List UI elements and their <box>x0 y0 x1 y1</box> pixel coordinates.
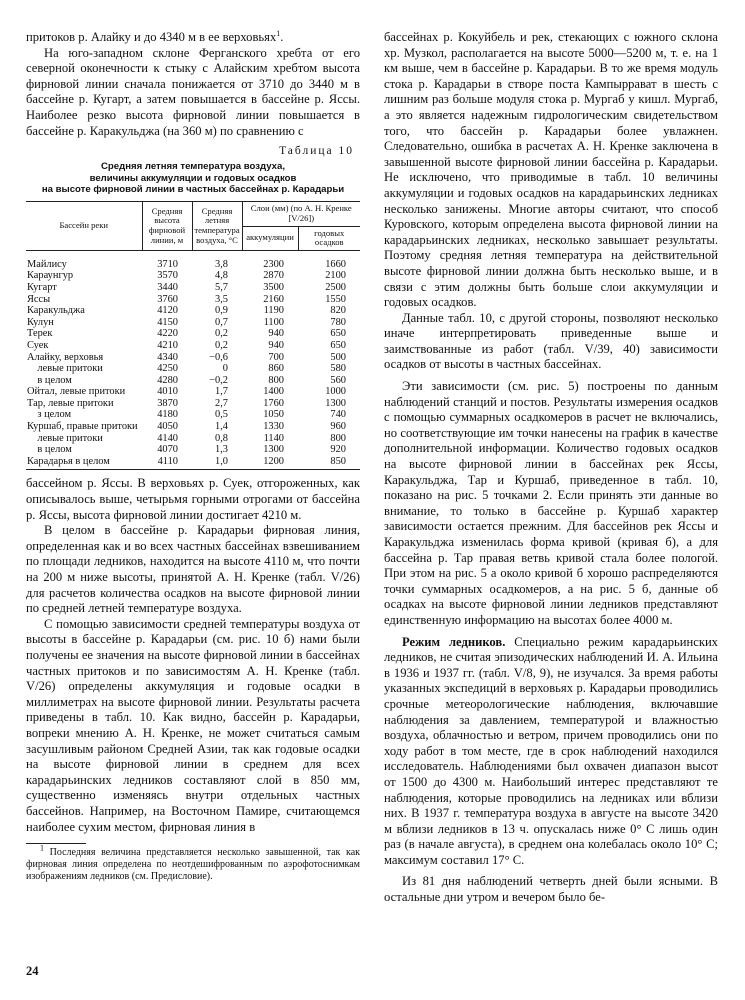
height-cell: 4340 <box>157 351 178 363</box>
precip-cell: 500 <box>330 351 346 363</box>
precip-cell: 2100 <box>325 270 346 282</box>
height-cell: 3870 <box>157 397 178 409</box>
basin-cell: Карадарья в целом <box>26 456 142 470</box>
temp-cell: 0,9 <box>215 305 228 317</box>
temp-cell: 0,2 <box>215 339 228 351</box>
paragraph-fergana: На юго-западном склоне Ферганского хребта от его северной оконечности к стыку с Алайским хребтом высота фирновой линии сначала понижается от 3710 до 3440 м в бассейне р. Кугарт, а затем повышается в бассейне р. Яссы. Наиболее резко высота фирновой линии повышается в бассейне р. Каракульджа (на 360 м) по сравнению с <box>26 45 360 138</box>
table-row <box>26 409 360 421</box>
table-row <box>26 421 360 433</box>
accum-cell: 2300 <box>263 258 284 270</box>
accum-cell: 700 <box>268 351 284 363</box>
section-title: Режим ледников. <box>402 634 506 649</box>
table-row <box>26 375 360 387</box>
height-cell: 3570 <box>157 270 178 282</box>
precip-cell: 960 <box>330 421 346 433</box>
table-10 <box>26 201 360 470</box>
height-cell: 4120 <box>157 305 178 317</box>
table-row <box>26 398 360 410</box>
height-cell: 4280 <box>157 374 178 386</box>
basin-cell: Суек <box>27 339 49 351</box>
temp-cell: 1,7 <box>215 386 228 398</box>
temp-cell: 4,8 <box>215 270 228 282</box>
table-row <box>26 305 360 317</box>
basin-cell: Караунгур <box>27 270 74 282</box>
table-row <box>26 352 360 364</box>
accum-cell: 3500 <box>263 281 284 293</box>
precip-cell: 650 <box>330 339 346 351</box>
basin-cell: з целом <box>27 409 72 421</box>
accum-cell: 860 <box>268 363 284 375</box>
basin-cell: Кулун <box>27 316 54 328</box>
col-header-accum: аккумуляции <box>242 226 298 250</box>
table-row <box>26 444 360 456</box>
temp-cell: 1,3 <box>215 444 228 456</box>
table-caption: Средняя летняя температура воздуха, величины аккумуляции и годовых осадков на высоте фирновой линии в частных бассейнах р. Карадарьи <box>41 161 345 195</box>
temp-cell: 0,5 <box>215 409 228 421</box>
height-cell: 4110 <box>142 456 192 470</box>
temp-cell: 0,8 <box>215 432 228 444</box>
basin-cell: Каракульджа <box>27 305 85 317</box>
left-column <box>26 30 360 883</box>
precip-cell: 850 <box>298 456 360 470</box>
basin-cell: Алайку, верховья <box>27 351 104 363</box>
temp-cell: 0,7 <box>215 316 228 328</box>
precip-cell: 1550 <box>325 293 346 305</box>
temp-cell: 0,2 <box>215 328 228 340</box>
footnote: $^1$ Последняя величина представляется несколько завышенной, так как фирновая линия определена по неотдешифрованным по аэрофотоснимкам изображениям ледников (см. Предисловие). <box>26 843 360 883</box>
table-body <box>26 250 360 470</box>
accum-cell: 1300 <box>263 444 284 456</box>
basin-cell: левые притоки <box>27 432 103 444</box>
precip-cell: 650 <box>330 328 346 340</box>
temp-cell: 3,8 <box>215 258 228 270</box>
precip-cell: 780 <box>330 316 346 328</box>
paragraph-continuation: притоков р. Алайку и до 4340 м в ее верховьях$^1$. <box>26 28 284 44</box>
height-cell: 4010 <box>157 386 178 398</box>
paragraph-table-data: Данные табл. 10, с другой стороны, позволяют несколько иначе интерпретировать приведенные выше и заимствованные из работ (табл. V/39, 40) зависимости осадков от высоты в частных бассейнах. <box>384 310 718 372</box>
paragraph-yassy: бассейном р. Яссы. В верховьях р. Суек, отгороженных, как описывалось выше, четырьмя горными отрогами от бассейна р. Яссы, высота фирновой линии достигает 4210 м. <box>26 476 360 522</box>
precip-cell: 560 <box>330 374 346 386</box>
basin-cell: левые притоки <box>27 363 103 375</box>
height-cell: 4140 <box>157 432 178 444</box>
height-cell: 4070 <box>157 444 178 456</box>
height-cell: 4180 <box>157 409 178 421</box>
accum-cell: 1330 <box>263 421 284 433</box>
accum-cell: 1760 <box>263 397 284 409</box>
temp-cell: 1,4 <box>215 421 228 433</box>
accum-cell: 1190 <box>263 305 284 317</box>
height-cell: 3760 <box>157 293 178 305</box>
height-cell: 4150 <box>157 316 178 328</box>
col-header-precip: годовых осадков <box>298 226 360 250</box>
precip-cell: 1300 <box>325 397 346 409</box>
accum-cell: 2160 <box>263 293 284 305</box>
basin-cell: Терек <box>27 328 53 340</box>
table-row <box>26 328 360 340</box>
temp-cell: 2,7 <box>215 397 228 409</box>
table-row <box>26 294 360 306</box>
accum-cell: 940 <box>268 339 284 351</box>
height-cell: 4250 <box>157 363 178 375</box>
table-row <box>26 317 360 329</box>
precip-cell: 820 <box>330 305 346 317</box>
precip-cell: 740 <box>330 409 346 421</box>
paragraph-karadarya-firn: В целом в бассейне р. Карадарьи фирновая линия, определенная как и во всех частных бассейнах взвешиванием по площади ледников, находится на высоте 4110 м, что почти на 200 м ниже высоты, принятой А. Н. Кренке (табл. V/26) для расчетов количества осадков на высоте фирновой линии по средней летней температуре воздуха. <box>26 523 360 616</box>
precip-cell: 920 <box>330 444 346 456</box>
footnote-divider <box>26 843 86 844</box>
basin-cell: Майлису <box>27 258 67 270</box>
height-cell: 4220 <box>157 328 178 340</box>
accum-cell: 1400 <box>263 386 284 398</box>
accum-cell: 1140 <box>263 432 284 444</box>
basin-cell: Куршаб, правые притоки <box>27 421 138 433</box>
col-header-layers: Слои (мм) (по А. Н. Кренке [V/26]) <box>242 202 360 226</box>
precip-cell: 1000 <box>325 386 346 398</box>
table-label: Таблица 10 <box>279 145 354 158</box>
table-row <box>26 340 360 352</box>
right-column <box>384 30 718 906</box>
temp-cell: −0,2 <box>209 374 228 386</box>
temp-cell: −0,6 <box>209 351 228 363</box>
temp-cell: 1,0 <box>192 456 242 470</box>
basin-cell: Кугарт <box>27 281 57 293</box>
table-row <box>26 270 360 282</box>
accum-cell: 1100 <box>263 316 284 328</box>
basin-cell: в целом <box>27 444 72 456</box>
height-cell: 4210 <box>157 339 178 351</box>
table-row <box>26 363 360 375</box>
table-row <box>26 386 360 398</box>
basin-cell: Тар, левые притоки <box>27 397 114 409</box>
height-cell: 3710 <box>157 258 178 270</box>
col-header-basin: Бассейн реки <box>26 202 142 250</box>
basin-cell: в целом <box>27 374 72 386</box>
basin-cell: Ойтал, левые притоки <box>27 386 126 398</box>
height-cell: 3440 <box>157 281 178 293</box>
paragraph-dependencies: Эти зависимости (см. рис. 5) построены по данным наблюдений станций и постов. Результаты измерения осадков с помощью суммарных осадкомеров в расчет не включались, но соответствующие им точки нанесены на график в качестве дополнительной информации. Количество годовых осадков на высоте фирновой линии в бассейнах рек Яссы, Каракульджа, Тар и Куршаб, приведенное в табл. 10, показано на рис. 5 точками 2. Если принять эти данные во внимание, то только в бассейне р. Куршаб характер зависимости остается прежним. Для бассейнов рек Яссы и Каракульджа изменилась форма кривой (кривая б), а для бассейна р. Тар правая ветвь кривой стала более пологой. При этом на рис. 5 а около кривой б хорошо распределяются точки суммарных осадкомеров, а на рис. 5 б, данные об осадках на высоте фирновой линии ледников представляют единственную информацию на высотах более 4000 м. <box>384 379 718 627</box>
accum-cell: 1200 <box>242 456 298 470</box>
col-header-height: Средняя высота фирновой линии, м <box>142 202 192 250</box>
height-cell: 4050 <box>157 421 178 433</box>
table-row <box>26 433 360 445</box>
accum-cell: 800 <box>268 374 284 386</box>
table-row <box>26 250 360 270</box>
footnote-marker: 1 <box>276 28 281 38</box>
paragraph-temperature: С помощью зависимости средней температуры воздуха от высоты в бассейне р. Карадарьи (см. рис. 10 б) нами были получены ее значения на высоте фирновой линии в бассейнах частных притоков и по зависимостям А. Н. Кренке (табл. V/26) определены аккумуляция и годовые осадки в миллиметрах на высоте фирновой линии. Результаты расчета приведены в табл. 10. Как видно, бассейн р. Карадарьи, вопреки мнению А. Н. Кренке, не может считаться самым засушливым районом Средней Азии, так как годовые осадки на высоте фирновой линии в среднем для всех карадарьинских ледников составляют слой в 850 мм, существенно изменяясь внутри отдельных частных бассейнов. Например, на Восточном Памире, считающемся наиболее сухим местом, фирновая линия в <box>26 616 360 834</box>
basin-cell: Яссы <box>27 293 51 305</box>
accum-cell: 2870 <box>263 270 284 282</box>
page-number: 24 <box>26 964 39 978</box>
paragraph-observation-days: Из 81 дня наблюдений четверть дней были ясными. В остальные дни утром и вечером было бе- <box>384 874 718 905</box>
paragraph-kokuibel: бассейнах р. Кокуйбель и рек, стекающих с южного склона хр. Музкол, располагается на высоте 5000—5200 м, т. е. на 1 км выше, чем в бассейне р. Карадарьи. В то же время модуль стока р. Карадарьи в створе поста Кампыррават в шесть с лишним раз больше модуля стока р. Мургаб у кишл. Мургаб, а это является надежным гидрологическим свидетельством того, что бассейн р. Карадарьи более увлажнен. Следовательно, ошибка в расчетах А. Н. Кренке заключена в завышенной высоте фирновой линии бассейна р. Карадарьи. Не исключено, что приводимые в табл. 10 величины аккумуляции и годовых осадков на карадарьинских ледниках несколько занижены. Многие авторы считают, что способ Куровского, которым определена высота фирновой линии на карадарьинских ледниках, несколько завышает результаты. Поэтому средняя летняя температура на действительной высоте фирновой линии должна быть несколько выше, и в связи с этим должны быть больше слои аккумуляции и годовых осадков. <box>384 30 718 310</box>
precip-cell: 580 <box>330 363 346 375</box>
accum-cell: 940 <box>268 328 284 340</box>
temp-cell: 5,7 <box>215 281 228 293</box>
col-header-temp: Средняя летняя температура воздуха, °С <box>192 202 242 250</box>
precip-cell: 800 <box>330 432 346 444</box>
precip-cell: 2500 <box>325 281 346 293</box>
temp-cell: 3,5 <box>215 293 228 305</box>
precip-cell: 1660 <box>325 258 346 270</box>
paragraph-glacier-regime: Режим ледников. Специально режим карадарьинских ледников, не считая эпизодических наблюдений И. А. Ильина в 1936 и 1937 гг. (табл. V/8, 9), не изучался. За время работы указанных экспедиций в верховьях р. Карадарьи проводились срочные метеорологические наблюдения, включавшие наблюдения за давлением, температурой и влажностью воздуха, облачностью и ветром, причем проводились они по ходу работ в том месте, где в срок наблюдений находился исследователь. Наблюдениями был охвачен диапазон высот от 1500 до 4300 м. Наибольший интерес представляют те наблюдения, которые проводились на ледниках или вблизи них. В 1937 г. температура воздуха в августе на высоте 3420 м вблизи ледников в 13 ч. опускалась ниже 0° С лишь один раз (в начале августа), в среднем она колебалась около 10° С; максимум составил 17° С. <box>384 634 718 867</box>
temp-cell: 0 <box>222 363 228 375</box>
table-row <box>26 456 360 470</box>
accum-cell: 1050 <box>263 409 284 421</box>
table-row <box>26 282 360 294</box>
